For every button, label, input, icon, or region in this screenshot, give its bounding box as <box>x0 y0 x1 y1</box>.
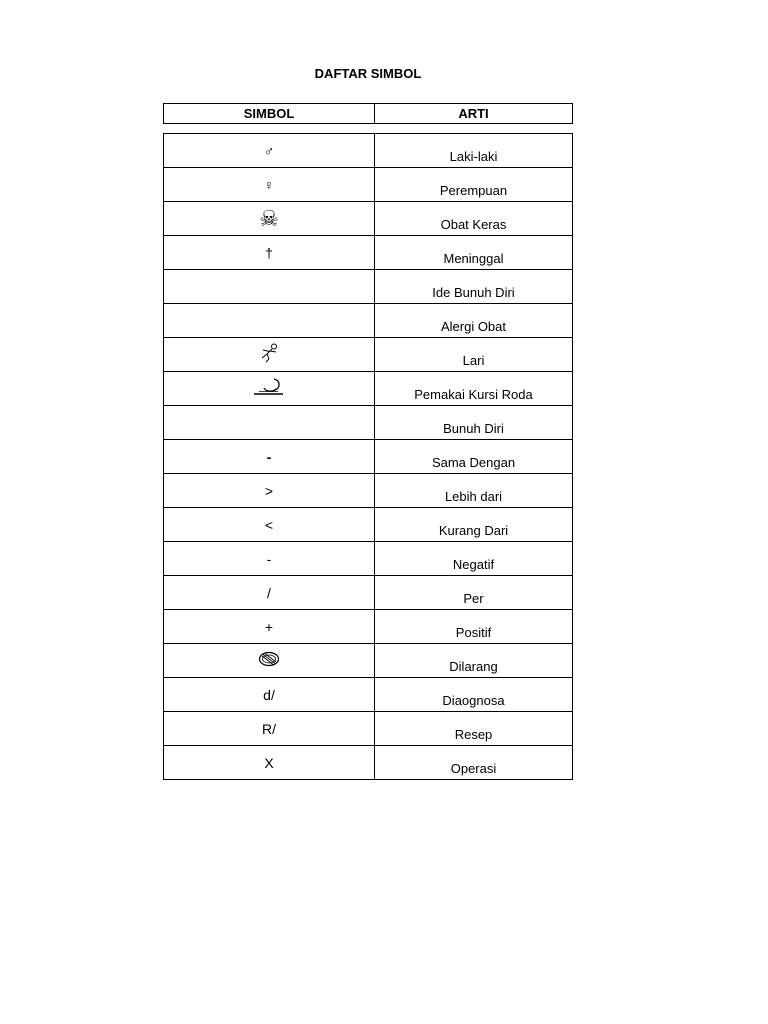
table-row <box>164 270 573 304</box>
meaning-cell: Negatif <box>375 542 573 576</box>
prohibited-icon <box>258 650 280 668</box>
table-row <box>164 304 573 338</box>
symbol-table <box>163 133 573 780</box>
meaning-cell: Diaognosa <box>375 678 573 712</box>
symbol-cell: d/ <box>164 678 375 712</box>
symbol-cell: < <box>164 508 375 542</box>
wheelchair-icon <box>253 377 285 397</box>
table-row <box>164 542 573 576</box>
female-icon: ♀ <box>263 176 275 193</box>
symbol-cell <box>164 338 375 372</box>
skull-crossbones-icon: ☠ <box>259 205 279 231</box>
table-row <box>164 372 573 406</box>
dagger-icon: † <box>265 244 273 261</box>
meaning-cell: Kurang Dari <box>375 508 573 542</box>
symbol-cell: + <box>164 610 375 644</box>
male-icon: ♂ <box>263 142 275 159</box>
meaning-cell: Dilarang <box>375 644 573 678</box>
meaning-cell: Ide Bunuh Diri <box>375 270 573 304</box>
symbol-cell <box>164 236 375 270</box>
header-arti: ARTI <box>375 104 573 124</box>
page-title: DAFTAR SIMBOL <box>314 66 422 81</box>
symbol-cell <box>164 372 375 406</box>
meaning-cell: Operasi <box>375 746 573 780</box>
table-row <box>164 576 573 610</box>
meaning-cell: Alergi Obat <box>375 304 573 338</box>
table-row <box>164 406 573 440</box>
symbol-table-header <box>163 103 573 124</box>
meaning-cell: Laki-laki <box>375 134 573 168</box>
symbol-cell <box>164 202 375 236</box>
meaning-cell: Sama Dengan <box>375 440 573 474</box>
meaning-cell: Per <box>375 576 573 610</box>
table-row <box>164 338 573 372</box>
table-row <box>164 644 573 678</box>
meaning-cell: Lari <box>375 338 573 372</box>
meaning-cell: Resep <box>375 712 573 746</box>
table-row <box>164 202 573 236</box>
symbol-cell <box>164 644 375 678</box>
header-simbol: SIMBOL <box>164 104 375 124</box>
meaning-cell: Pemakai Kursi Roda <box>375 372 573 406</box>
running-person-icon <box>258 343 280 363</box>
table-row <box>164 134 573 168</box>
meaning-cell: Lebih dari <box>375 474 573 508</box>
symbol-cell <box>164 270 375 304</box>
symbol-cell <box>164 168 375 202</box>
symbol-cell <box>164 134 375 168</box>
symbol-cell: X <box>164 746 375 780</box>
table-row <box>164 440 573 474</box>
symbol-cell: - <box>164 440 375 474</box>
table-row <box>164 168 573 202</box>
table-row <box>164 610 573 644</box>
table-row <box>164 678 573 712</box>
symbol-cell: - <box>164 542 375 576</box>
table-row <box>164 746 573 780</box>
symbol-cell <box>164 406 375 440</box>
table-row <box>164 712 573 746</box>
symbol-cell <box>164 304 375 338</box>
table-row <box>164 508 573 542</box>
meaning-cell: Meninggal <box>375 236 573 270</box>
meaning-cell: Perempuan <box>375 168 573 202</box>
meaning-cell: Bunuh Diri <box>375 406 573 440</box>
header-row <box>164 104 573 124</box>
meaning-cell: Obat Keras <box>375 202 573 236</box>
symbol-cell: > <box>164 474 375 508</box>
table-row <box>164 236 573 270</box>
symbol-cell: R/ <box>164 712 375 746</box>
meaning-cell: Positif <box>375 610 573 644</box>
symbol-cell: / <box>164 576 375 610</box>
table-row <box>164 474 573 508</box>
